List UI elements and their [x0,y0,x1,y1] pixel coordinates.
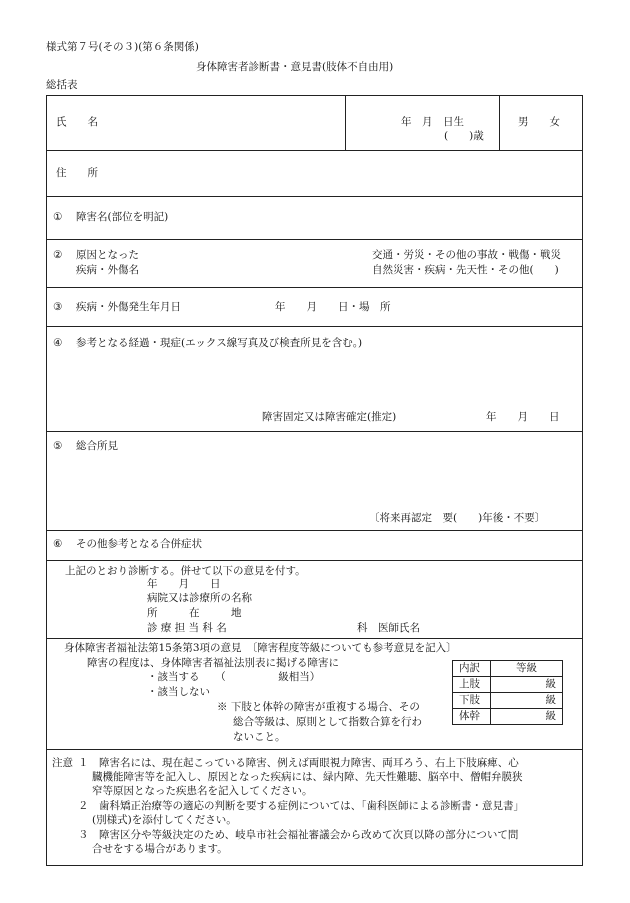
row-divider [46,638,583,639]
item4-number: ④ [53,337,63,349]
item3-number: ③ [53,301,63,313]
department-label: 診 療 担 当 科 名 [147,622,227,634]
note2-line1: ２ 歯科矯正治療等の適応の判断を要する症例については、「歯科医師による診断書・意見書」 [78,800,525,812]
item2-options-line2: 自然災害・疾病・先天性・その他( ) [372,264,559,276]
row-divider [46,287,583,288]
not-applicable-option: ・該当しない [147,686,210,698]
row-divider [46,326,583,327]
applicable-option: ・該当する （ 級相当） [147,671,321,683]
address-label: 住 所 [56,167,98,179]
item2-label-line2: 疾病・外傷名 [76,264,139,276]
form-subtitle: 総括表 [46,79,78,91]
diagnosis-statement: 上記のとおり診断する。併せて以下の意見を付す。 [65,565,306,577]
item2-number: ② [53,249,63,261]
note1-line3: 窄等原因となった疾患名を記入してください。 [92,785,313,797]
table-row [453,677,563,693]
item5-reassessment: 〔将来再認定 要( )年後・不要〕 [369,512,546,524]
grade-value: 級 [491,709,563,725]
physician-name-label: 科 医師氏名 [357,622,420,634]
item4-fixed-date: 年 月 日 [486,411,560,423]
row-divider [46,239,583,240]
row-divider [46,749,583,750]
grade-value: 級 [491,693,563,709]
hospital-name-label: 病院又は診療所の名称 [147,592,252,604]
item3-label: 疾病・外傷発生年月日 [76,301,181,313]
opinion-heading: 身体障害者福祉法第15条第3項の意見 〔障害程度等級についても参考意見を記入〕 [64,642,457,654]
row-divider [46,530,583,531]
item3-date-place: 年 月 日・場 所 [275,301,391,313]
opinion-note-line2: 総合等級は、原則として指数合算を行わ [233,716,422,728]
grade-part: 下肢 [453,693,491,709]
item4-label: 参考となる経過・現症(エックス線写真及び検査所見を含む。) [76,337,363,349]
item5-number: ⑤ [53,440,63,452]
grade-header-breakdown: 内訳 [453,661,491,677]
age: ( )歳 [444,130,484,142]
note2-line2: (別様式)を添付してください。 [92,814,237,826]
note3-line1: ３ 障害区分や等級決定のため、岐阜市社会福祉審議会から改めて次頁以降の部分について問 [78,829,519,841]
sex: 男 女 [518,116,560,128]
item5-label: 総合所見 [76,440,118,452]
grade-value: 級 [491,677,563,693]
note1-line1: １ 障害名には、現在起こっている障害、例えば両眼視力障害、両耳ろう、右上下肢麻痺、心 [78,757,519,769]
grade-table [452,660,563,725]
item1-number: ① [53,211,63,223]
opinion-line1: 障害の程度は、身体障害者福祉法別表に掲げる障害に [87,657,339,669]
grade-part: 上肢 [453,677,491,693]
row-divider [46,560,583,561]
row-divider [46,196,583,197]
row-divider [46,150,583,151]
opinion-note-line1: ※ 下肢と体幹の障害が重複する場合、その [217,701,420,713]
item1-label: 障害名(部位を明記) [76,211,169,223]
grade-part: 体幹 [453,709,491,725]
grade-table-header [453,661,563,677]
item2-options-line1: 交通・労災・その他の事故・戦傷・戦災 [372,249,561,261]
item4-fixed-label: 障害固定又は障害確定(推定) [262,411,397,423]
name-label: 氏 名 [56,116,98,128]
note3-line2: 合せをする場合があります。 [92,843,228,855]
grade-header-grade: 等級 [491,661,563,677]
opinion-note-line3: ないこと。 [233,731,286,743]
item6-number: ⑥ [53,538,63,550]
note1-line2: 臓機能障害等を記入し、原因となった疾病には、緑内障、先天性難聴、脳卒中、僧帽弁膜狭 [92,771,523,783]
column-divider [345,95,346,150]
form-number: 様式第７号(その３)(第６条関係) [46,41,199,53]
notes-label: 注意 [52,757,73,769]
table-row [453,709,563,725]
column-divider [499,95,500,150]
table-row [453,693,563,709]
item6-label: その他参考となる合併症状 [76,538,202,550]
row-divider [46,431,583,432]
location-label: 所 在 地 [147,607,242,619]
birth-date: 年 月 日生 [401,116,464,128]
diagnosis-date: 年 月 日 [147,578,221,590]
form-title: 身体障害者診断書・意見書(肢体不自由用) [196,61,394,73]
item2-label-line1: 原因となった [76,249,139,261]
